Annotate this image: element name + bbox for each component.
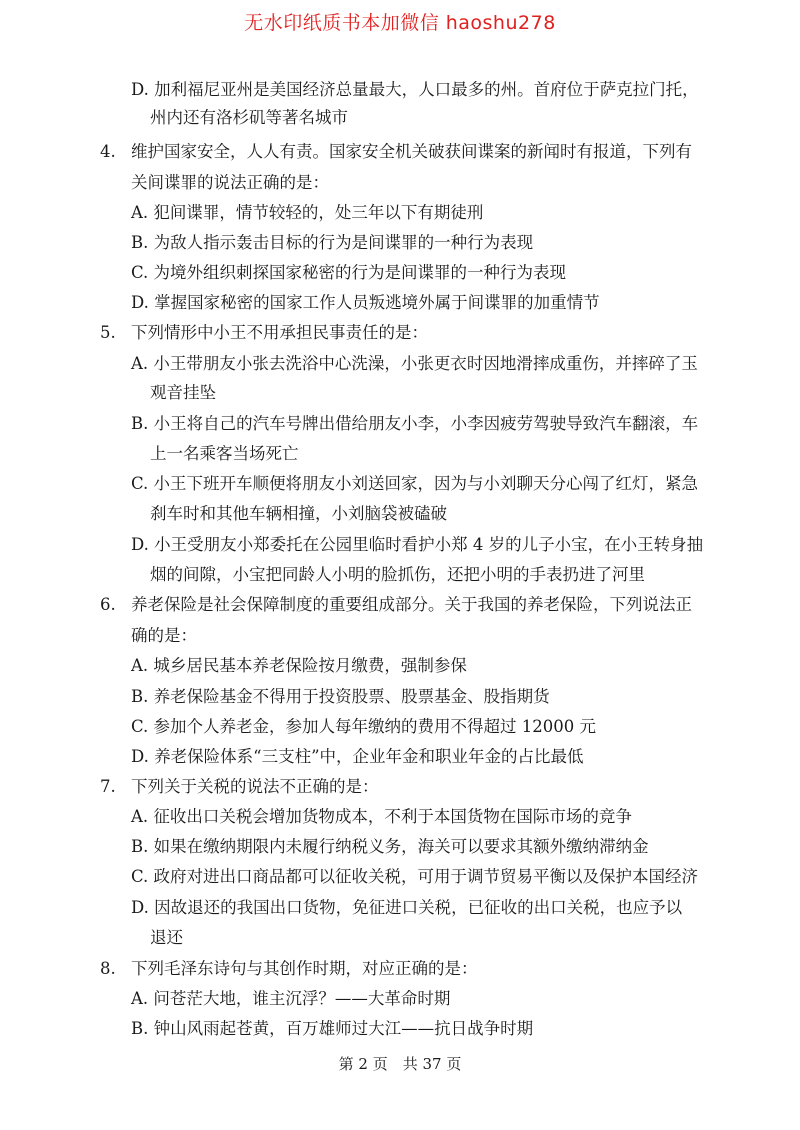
q6-stem-line2: 确的是：	[131, 626, 197, 645]
q4-option-a: A. 犯间谍罪，情节较轻的，处三年以下有期徒刑	[131, 203, 484, 222]
q6-option-a: A. 城乡居民基本养老保险按月缴费，强制参保	[131, 656, 467, 675]
q8-number: 8.	[100, 959, 116, 978]
q5-option-c-line2: 刹车时和其他车辆相撞，小刘脑袋被磕破	[150, 504, 447, 523]
q4-stem-line2: 关间谍罪的说法正确的是：	[131, 173, 329, 192]
q5-option-d-line2: 烟的间隙，小宝把同龄人小明的脸抓伤，还把小明的手表扔进了河里	[150, 565, 645, 584]
q5-stem: 下列情形中小王不用承担民事责任的是：	[131, 323, 428, 342]
q7-option-c: C. 政府对进出口商品都可以征收关税，可用于调节贸易平衡以及保护本国经济	[131, 867, 699, 886]
q5-option-d-line1: D. 小王受朋友小郑委托在公园里临时看护小郑 4 岁的儿子小宝，在小王转身抽	[131, 535, 704, 554]
q8-stem: 下列毛泽东诗句与其创作时期，对应正确的是：	[131, 959, 478, 978]
q5-option-a-line2: 观音挂坠	[150, 383, 216, 402]
q4-stem-line1: 维护国家安全，人人有责。国家安全机关破获间谍案的新闻时有报道，下列有	[131, 142, 692, 161]
q6-stem-line1: 养老保险是社会保障制度的重要组成部分。关于我国的养老保险，下列说法正	[131, 595, 692, 614]
q6-option-b: B. 养老保险基金不得用于投资股票、股票基金、股指期货	[131, 687, 550, 706]
q4-option-c: C. 为境外组织刺探国家秘密的行为是间谍罪的一种行为表现	[131, 263, 567, 282]
q3-option-d-line1: D. 加利福尼亚州是美国经济总量最大，人口最多的州。首府位于萨克拉门托，	[131, 80, 699, 99]
q5-option-b-line2: 上一名乘客当场死亡	[150, 444, 299, 463]
q7-stem: 下列关于关税的说法不正确的是：	[131, 777, 379, 796]
q5-option-b-line1: B. 小王将自己的汽车号牌出借给朋友小李，小李因疲劳驾驶导致汽车翻滚，车	[131, 414, 699, 433]
q5-option-c-line1: C. 小王下班开车顺便将朋友小刘送回家，因为与小刘聊天分心闯了红灯，紧急	[131, 474, 699, 493]
q6-number: 6.	[100, 595, 116, 614]
q7-option-b: B. 如果在缴纳期限内未履行纳税义务，海关可以要求其额外缴纳滞纳金	[131, 837, 649, 856]
q6-option-c: C. 参加个人养老金，参加人每年缴纳的费用不得超过 12000 元	[131, 717, 597, 736]
q7-option-d-line2: 退还	[150, 928, 183, 947]
q7-number: 7.	[100, 777, 116, 796]
q5-number: 5.	[100, 323, 116, 342]
q7-option-a: A. 征收出口关税会增加货物成本，不利于本国货物在国际市场的竞争	[131, 807, 632, 826]
q7-option-d-line1: D. 因故退还的我国出口货物，免征进口关税，已征收的出口关税，也应予以	[131, 898, 683, 917]
q3-option-d-line2: 州内还有洛杉矶等著名城市	[150, 108, 348, 127]
q8-option-a: A. 问苍茫大地，谁主沉浮？——大革命时期	[131, 989, 451, 1008]
q6-option-d: D. 养老保险体系“三支柱”中，企业年金和职业年金的占比最低	[131, 747, 584, 766]
q5-option-a-line1: A. 小王带朋友小张去洗浴中心洗澡，小张更衣时因地滑摔成重伤，并摔碎了玉	[131, 354, 698, 373]
q4-option-b: B. 为敌人指示轰击目标的行为是间谍罪的一种行为表现	[131, 233, 534, 252]
q4-number: 4.	[100, 142, 116, 161]
watermark-text: 无水印纸质书本加微信 haoshu278	[244, 12, 556, 34]
q4-option-d: D. 掌握国家秘密的国家工作人员叛逃境外属于间谍罪的加重情节	[131, 293, 600, 312]
q8-option-b: B. 钟山风雨起苍黄，百万雄师过大江——抗日战争时期	[131, 1019, 534, 1038]
page-number-footer: 第 2 页 共 37 页	[338, 1055, 462, 1073]
